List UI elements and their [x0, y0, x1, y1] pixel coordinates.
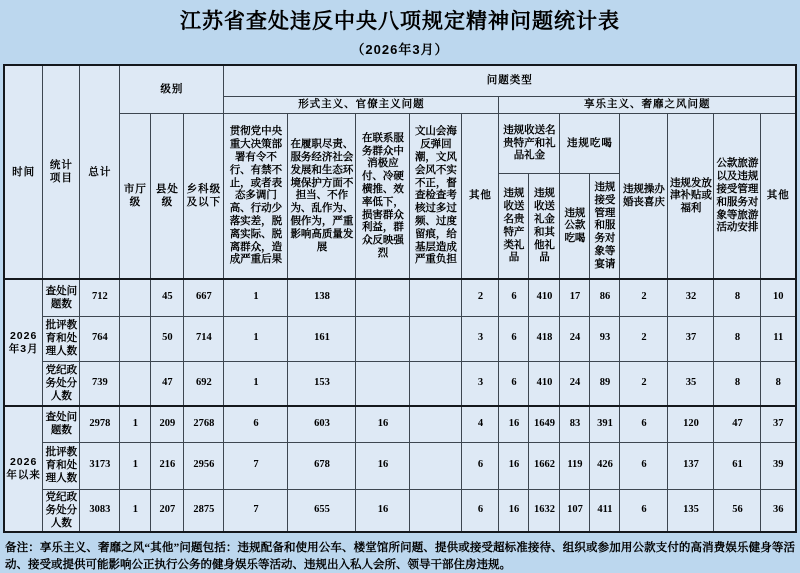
table-cell: 138: [288, 279, 356, 316]
table-cell: 3173: [80, 442, 120, 489]
table-cell: 1: [224, 361, 288, 406]
table-cell: 6: [620, 406, 668, 442]
header-formalism-col-cell: 贯彻党中央重大决策部署有令不行、有禁不止，或者表态多调门高、行动少落实差，脱离实际、脱离群众，造成严重后果: [224, 113, 288, 279]
table-cell: 1662: [529, 442, 560, 489]
row-item-cell: 查处问题数: [43, 279, 80, 316]
table-row: [4, 489, 796, 532]
table-cell: [410, 316, 462, 361]
header-problem-type-cell: 问题类型: [224, 65, 796, 96]
table-cell: 37: [668, 316, 714, 361]
header-dining-group-cell: 违规吃喝: [560, 113, 620, 173]
header-level-cell: 县处级: [151, 113, 184, 279]
page-title: 江苏省查处违反中央八项规定精神问题统计表: [180, 10, 620, 33]
header-formalism-group-cell: 形式主义、官僚主义问题: [224, 96, 499, 113]
row-item-cell: 批评教育和处理人数: [43, 442, 80, 489]
header-gift-col-cell: 违规收送礼金和其他礼品: [529, 173, 560, 279]
table-cell: 36: [761, 489, 796, 532]
table-cell: 6: [499, 361, 529, 406]
row-item-cell: 党纪政务处分人数: [43, 361, 80, 406]
table-cell: 1: [120, 406, 151, 442]
table-cell: 47: [151, 361, 184, 406]
table-cell: [120, 316, 151, 361]
header-hedonism-col-cell: 违规操办婚丧喜庆: [620, 113, 668, 279]
table-cell: 2956: [184, 442, 224, 489]
table-cell: 603: [288, 406, 356, 442]
table-cell: [410, 406, 462, 442]
table-cell: 6: [620, 442, 668, 489]
table-cell: 216: [151, 442, 184, 489]
table-cell: 1: [224, 279, 288, 316]
table-cell: 655: [288, 489, 356, 532]
table-row: [4, 361, 796, 406]
header-formalism-col-cell: 在履职尽责、服务经济社会发展和生态环境保护方面不担当、不作为、乱作为、假作为，严重影响高质量发展: [288, 113, 356, 279]
table-row: [4, 406, 796, 442]
header-formalism-col-cell: 文山会海反弹回潮，文风会风不实不正，督查检查考核过多过频、过度留痕，给基层造成严重负担: [410, 113, 462, 279]
table-cell: 1632: [529, 489, 560, 532]
table-cell: 107: [560, 489, 590, 532]
table-cell: 45: [151, 279, 184, 316]
table-cell: 209: [151, 406, 184, 442]
table-cell: 712: [80, 279, 120, 316]
table-cell: 83: [560, 406, 590, 442]
table-cell: 1: [224, 316, 288, 361]
header-gift-col-cell: 违规收送名贵特产类礼品: [499, 173, 529, 279]
table-cell: 426: [590, 442, 620, 489]
table-cell: [356, 279, 410, 316]
table-cell: 61: [714, 442, 761, 489]
table-cell: 93: [590, 316, 620, 361]
table-cell: 207: [151, 489, 184, 532]
header-formalism-col-cell: 在联系服务群众中消极应付、冷硬横推、效率低下，损害群众利益，群众反映强烈: [356, 113, 410, 279]
table-cell: 50: [151, 316, 184, 361]
header-level-cell: 乡科级及以下: [184, 113, 224, 279]
header-level-cell: 市厅级: [120, 113, 151, 279]
table-cell: 1: [120, 442, 151, 489]
table-cell: 89: [590, 361, 620, 406]
header-hedonism-other-cell: 其他: [761, 113, 796, 279]
table-cell: 16: [499, 406, 529, 442]
header-total-cell: 总计: [80, 65, 120, 279]
header-hedonism-col-cell: 公款旅游以及违规接受管理和服务对象等旅游活动安排: [714, 113, 761, 279]
table-cell: 2: [462, 279, 499, 316]
table-cell: 120: [668, 406, 714, 442]
table-cell: 667: [184, 279, 224, 316]
table-cell: 8: [714, 316, 761, 361]
header-time-cell: 时间: [4, 65, 43, 279]
table-cell: [120, 361, 151, 406]
table-cell: [120, 279, 151, 316]
header-row-1: [4, 65, 796, 96]
table-cell: 32: [668, 279, 714, 316]
table-cell: 11: [761, 316, 796, 361]
table-cell: 1: [120, 489, 151, 532]
table-cell: 16: [356, 442, 410, 489]
header-hedonism-col-cell: 违规发放津补贴或福利: [668, 113, 714, 279]
table-cell: 764: [80, 316, 120, 361]
table-cell: 135: [668, 489, 714, 532]
table-cell: 119: [560, 442, 590, 489]
table-cell: 6: [462, 442, 499, 489]
table-cell: 161: [288, 316, 356, 361]
table-cell: 1649: [529, 406, 560, 442]
header-dining-col-cell: 违规公款吃喝: [560, 173, 590, 279]
table-cell: 391: [590, 406, 620, 442]
table-row: [4, 442, 796, 489]
header-row-3: [4, 113, 796, 173]
table-cell: 24: [560, 361, 590, 406]
table-cell: [356, 316, 410, 361]
table-cell: 6: [224, 406, 288, 442]
table-cell: 6: [499, 316, 529, 361]
header-gift-group-cell: 违规收送名贵特产和礼品礼金: [499, 113, 560, 173]
period-label-cell: 2026年以来: [4, 406, 43, 532]
table-cell: 7: [224, 489, 288, 532]
table-cell: 411: [590, 489, 620, 532]
header-dining-col-cell: 违规接受管理和服务对象等宴请: [590, 173, 620, 279]
footnote: 备注：享乐主义、奢靡之风“其他”问题包括：违规配备和使用公车、楼堂馆所问题、提供或接受超标准接待、组织或参加用公款支付的高消费娱乐健身等活动、接受或提供可能影响公正执行公务的健身娱乐等活动、违规出入私人会所、领导干部住房违规。: [5, 542, 795, 571]
table-cell: 2978: [80, 406, 120, 442]
table-cell: 56: [714, 489, 761, 532]
table-cell: [410, 279, 462, 316]
table-cell: 692: [184, 361, 224, 406]
table-row: [4, 316, 796, 361]
table-cell: 410: [529, 279, 560, 316]
table-cell: 16: [356, 406, 410, 442]
table-cell: 7: [224, 442, 288, 489]
header-hedonism-group-cell: 享乐主义、奢靡之风问题: [499, 96, 796, 113]
period-label-cell: 2026年3月: [4, 279, 43, 406]
table-cell: 8: [761, 361, 796, 406]
table-cell: 10: [761, 279, 796, 316]
table-cell: 8: [714, 279, 761, 316]
table-cell: 2: [620, 316, 668, 361]
table-cell: 2: [620, 361, 668, 406]
table-cell: [410, 442, 462, 489]
table-cell: 24: [560, 316, 590, 361]
table-cell: 16: [356, 489, 410, 532]
row-item-cell: 批评教育和处理人数: [43, 316, 80, 361]
row-item-cell: 查处问题数: [43, 406, 80, 442]
table-cell: 418: [529, 316, 560, 361]
table-cell: 37: [761, 406, 796, 442]
table-cell: 2875: [184, 489, 224, 532]
header-formalism-other-cell: 其他: [462, 113, 499, 279]
table-cell: 35: [668, 361, 714, 406]
table-cell: 16: [499, 442, 529, 489]
table-cell: 86: [590, 279, 620, 316]
table-row: [4, 279, 796, 316]
header-stat-item-cell: 统计项目: [43, 65, 80, 279]
table-cell: 6: [499, 279, 529, 316]
table-cell: 3083: [80, 489, 120, 532]
statistics-table: [3, 64, 797, 533]
table-cell: 6: [462, 489, 499, 532]
table-cell: 6: [620, 489, 668, 532]
table-cell: 39: [761, 442, 796, 489]
table-cell: 410: [529, 361, 560, 406]
table-cell: 678: [288, 442, 356, 489]
table-cell: 137: [668, 442, 714, 489]
page-subtitle: （2026年3月）: [351, 42, 449, 57]
table-cell: 47: [714, 406, 761, 442]
table-cell: 17: [560, 279, 590, 316]
table-cell: 16: [499, 489, 529, 532]
table-cell: [410, 489, 462, 532]
table-cell: 4: [462, 406, 499, 442]
table-cell: 714: [184, 316, 224, 361]
table-cell: 2768: [184, 406, 224, 442]
table-cell: 3: [462, 316, 499, 361]
table-cell: [356, 361, 410, 406]
table-cell: 8: [714, 361, 761, 406]
table-cell: 2: [620, 279, 668, 316]
header-level-group-cell: 级别: [120, 65, 224, 113]
table-cell: 3: [462, 361, 499, 406]
table-cell: 153: [288, 361, 356, 406]
table-cell: 739: [80, 361, 120, 406]
row-item-cell: 党纪政务处分人数: [43, 489, 80, 532]
table-cell: [410, 361, 462, 406]
